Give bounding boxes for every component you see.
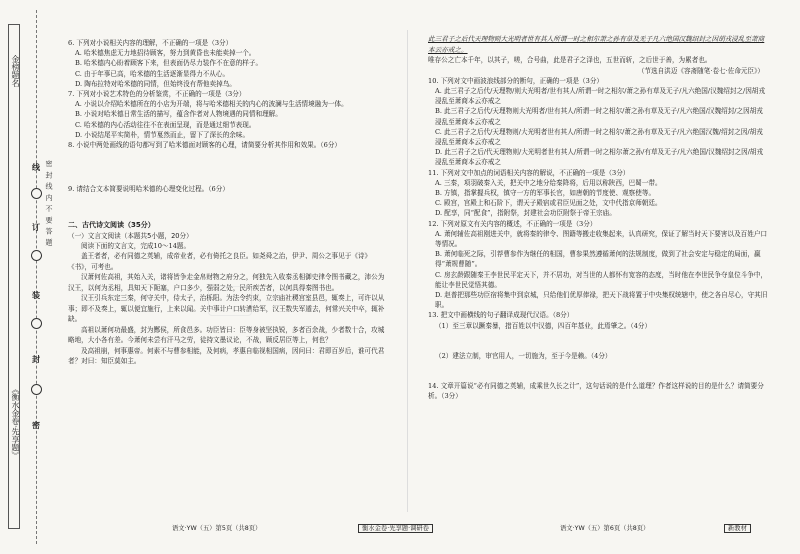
- q6-option-c: C. 由于年事已高，哈米德的生活逐渐显得力不从心。: [75, 69, 230, 78]
- question-10-stem: 10. 下列对文中画波浪线部分的断句，正确的一项是（3分）: [428, 76, 604, 85]
- question-6-stem: 6. 下列对小说相关内容的理解，不正确的一项是（3分）: [68, 39, 233, 47]
- watermark-logo: [208, 286, 252, 316]
- binding-margin: [0, 0, 56, 554]
- question-8: 8. 小说中两处画线的语句都写到了哈米德面对顾客的心理，请简要分析其作用和效果。（6分）: [68, 141, 342, 150]
- q12-option-b: B. 萧何临死之际，引荐曹参作为继任的相国，曹参果然遵循萧何的法规制度，做到了社会安定与稳定的局面，赢得“萧规曹随”。: [435, 250, 761, 269]
- binding-ring: [31, 384, 42, 395]
- answer-space[interactable]: [68, 194, 390, 216]
- right-label: 金榜题名: [11, 55, 20, 87]
- q10-option-a: A. 此三君子之后代/天理物/则大光明者/世有其人/所谓一时之相尔/萧之孙有草及无子/凡六绝国/汉魏绍封之/因胡戎浸乱至萧商本云亦戒之: [435, 86, 766, 106]
- answer-space[interactable]: [428, 361, 768, 381]
- page-number-left: 语文·YW（五）第5页（共8页）: [172, 525, 262, 532]
- footer-brand: [358, 523, 433, 532]
- q12-option-a: A. 萧何辅佐高祖刚进关中，就将秦的律令、图籍等搬走收集起来，认真研究，保证了解当时天下要害以及百姓户口等情况。: [435, 229, 768, 248]
- question-12-stem: 12. 下列对原文有关内容的概述，不正确的一项是（3分）: [428, 219, 597, 228]
- binding-word: 订: [32, 223, 40, 232]
- passage-paragraph: 唯存公之亡本千年，以其子，嗟，合号曲，此是君子之泽也，五世而斩，之后世于善，为累者也。: [428, 56, 712, 64]
- q10-option-c: C. 此三君子之后代/天理物则/大光明者世有其人/所谓一时之相尔/萧之孙有草及无子/凡六绝国汉魏/绍封之因/胡戎浸乱至萧商本云亦戒之: [435, 127, 763, 146]
- brand-text: 《衡水金卷·先享题》: [11, 385, 20, 460]
- page-number-right: 语文·YW（五）第6页（共8页）: [560, 525, 650, 532]
- question-7-stem: 7. 下列对小说艺术特色的分析鉴赏，不正确的一项是（3分）: [68, 90, 246, 99]
- passage-paragraph: 汉萧何佐高祖，其始入关，诸将皆争走金帛财物之府分之，何独先入收秦丞相御史律令图书藏之，沛公为汉王，以何为丞相，具知天下阨塞，户口多少，强弱之处，民所疾苦者，以何具得秦图书也。: [68, 273, 385, 292]
- q6-option-d: D. 陶布拉特对哈米德的同情，但始终没有帮他卖掉鸟。: [75, 79, 236, 88]
- section-heading: 二、古代诗文阅读（35分）: [68, 221, 155, 230]
- seal-notice: 密 封 线 内 不 要 答 题: [45, 160, 53, 247]
- passage-paragraph: 及高祖崩，何事惠帝。何素不与曹参相能，及何病，孝惠自临视相国病，因问曰：君即百岁后，谁可代君者？对曰：知臣莫如主。: [68, 346, 385, 366]
- binding-word: 封: [32, 355, 40, 364]
- reading-instruction: 阅读下面的文言文，完成10～14题。: [81, 241, 191, 250]
- q7-option-c: C. 哈米德的内心活动往往不在表面呈现，而是通过细节表现。: [75, 120, 256, 129]
- q11-option-b: B. 方镇，指掌握兵权，镇守一方的军事长官，如唐朝的节度使、观察使等。: [435, 188, 656, 197]
- passage-paragraph: 高祖以萧何功最盛，封为酂侯，所食邑多。功臣皆曰：臣等身被坚执锐，多者百余战，少者数十合，攻城略地，大小各有差。今萧何未尝有汗马之劳，徒持文墨议论，不战，顾反居臣等上，何也？: [68, 325, 385, 345]
- binding-word: 线: [32, 163, 40, 172]
- q11-option-d: D. 配享，同“配食”，指附祭，封建社会功臣附祭于帝王宗庙。: [435, 209, 616, 218]
- binding-ring: [31, 250, 42, 261]
- edition-badge: [724, 523, 751, 532]
- brand-strip: [8, 24, 20, 529]
- q7-option-a: A. 小说以介绍哈米德所在的小店为开端，将与哈米德相关的内心的波澜与生活情境融为一体。: [75, 100, 348, 109]
- q11-option-c: C. 殿宫，宫殿上和石阶下，谓天子殿宿或君臣见面之处，文中代指京师朝廷。: [435, 199, 662, 208]
- binding-word: 密: [32, 421, 40, 430]
- new-textbook-badge: 新教材: [724, 524, 751, 533]
- question-13-stem: 13. 把文中画横线的句子翻译成现代汉语。（8分）: [428, 311, 574, 320]
- q10-option-d: D. 此三君子之后/代天理物则/大光明者世有其人/所谓一时之相尔萧之孙/有草及无子/凡六绝国/汉魏绍封之因/胡戎浸乱至萧商本云亦戒之: [435, 148, 764, 167]
- q13-part-1: （1）至三章以蹶秦暴，措百姓以中汉德，四百年基业，此焉肇之。（4分）: [435, 321, 652, 330]
- q7-option-b: B. 小说对哈米德日常生活的描写，蕴含作者对人物境遇的同情和理解。: [75, 110, 282, 119]
- q6-option-b: B. 哈米德内心盼着顾客下来，但表面仍尽力装作不在意的样子。: [75, 59, 263, 68]
- question-14: 14. 文章开篇说“必有同德之英辅，成乘世久长之计”，这句话说的是什么道理？作者这样说的目的是什么？请简要分析。（3分）: [428, 381, 764, 401]
- question-9: 9. 请结合文本简要说明哈米德的心理变化过程。（6分）: [68, 185, 229, 194]
- passage-wavy-line: 此三君子之后代天理物则大光明者世有其人所谓一时之相尔萧之孙有草及无子凡六绝国汉魏绍封之因胡戎浸乱至萧商本云亦戒之。: [428, 35, 765, 54]
- passage-paragraph: 盖王者者，必有同德之英辅，成帝业者，必有倚托之良臣。如尧舜之治，伊尹、周公之事见于《诗》《书》，可考也。: [68, 252, 372, 271]
- answer-space[interactable]: [428, 331, 768, 351]
- brand-badge: 衡水金卷·先享题·调研卷: [358, 524, 433, 533]
- q10-option-b: B. 此三君子之后代/天理物则大光明者/世有其人/所谓一时之相尔/萧之孙有草及无子/凡六绝国/汉魏绍封/之因胡戎浸乱至萧商本云亦戒之: [435, 107, 763, 126]
- page-divider: [407, 30, 408, 512]
- binding-ring: [31, 188, 42, 199]
- q13-part-2: （2）建法立制，审官用人，一切施为，至于今是赖。（4分）: [435, 351, 612, 360]
- answer-space[interactable]: [68, 150, 390, 184]
- q11-option-a: A. 三秦，项羽破秦入关，把关中之地分给秦降将，后用以称陕西，巴蜀一带。: [435, 178, 662, 187]
- question-11-stem: 11. 下列对文中加点的词语相关内容的解说，不正确的一项是（3分）: [428, 168, 630, 177]
- right-page: [428, 34, 768, 401]
- cut-line: [36, 10, 37, 544]
- binding-ring: [31, 318, 42, 329]
- passage-source: （节选自洪迈《容斋随笔·卷七·佐命元臣》）: [637, 66, 764, 75]
- q12-option-d: D. 赵普把那些功臣宿将集中到京城，只给他们优厚俸禄，把天下战将置于中央集权统辖中，使之各自尽心，守其旧职。: [435, 290, 768, 310]
- left-page: [68, 38, 390, 367]
- q7-option-d: D. 小说结尾平实简朴，情节戛然而止，留下了深长的余味。: [75, 130, 250, 139]
- passage-paragraph: 汉王引兵东定三秦，何守关中，侍太子，治栎阳。为法令约束，立宗庙社稷宫室县邑，辄奏上，可许以从事；即不及奏上，辄以便宜施行，上来以闻。关中事计户口转漕给军，汉王数失军遁去，何常兴关中卒，辄补缺。: [68, 294, 385, 324]
- part-heading: （一）文言文阅读（本题共5小题，20分）: [68, 231, 193, 240]
- binding-word: 装: [32, 291, 40, 300]
- q6-option-a: A. 哈米德焦虑无力地招待顾客，努力到黄昏也未能卖掉一个。: [75, 49, 256, 58]
- q12-option-c: C. 房玄龄跟随秦王李世民平定天下，并不居功，对当世的人都怀有宽容的态度，当时他在李世民争夺皇位斗争中，能让李世民觉悟其德。: [435, 270, 768, 289]
